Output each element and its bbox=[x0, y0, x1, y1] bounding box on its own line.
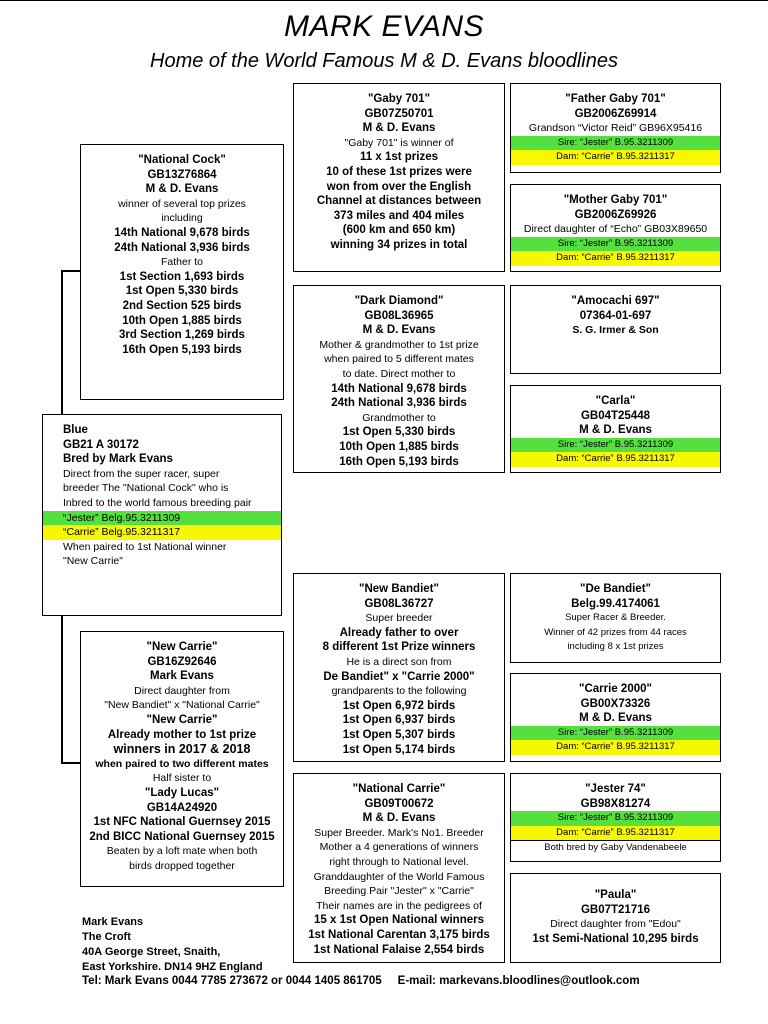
national-cock-title: "National Cock" bbox=[138, 154, 226, 166]
dam-highlight: Dam: “Carrie” B.95.3211317 bbox=[511, 452, 720, 467]
de-bandiet-line: Winner of 42 prizes from 44 races bbox=[544, 626, 687, 638]
blue-line: "New Carrie" bbox=[63, 555, 123, 568]
gaby-bold: won from over the English bbox=[326, 180, 472, 193]
national-cock-breeder: M & D. Evans bbox=[145, 183, 219, 196]
address-line: East Yorkshire. DN14 9HZ England bbox=[82, 961, 263, 973]
dark-diamond-breeder: M & D. Evans bbox=[362, 324, 436, 337]
dark-diamond-result: 16th Open 5,193 birds bbox=[339, 455, 459, 468]
footer-contact bbox=[82, 974, 640, 989]
dark-diamond-grand: Grandmother to bbox=[362, 411, 436, 424]
new-bandiet-result: 1st Open 6,972 birds bbox=[342, 699, 456, 712]
national-cock-ring: GB13Z76864 bbox=[147, 168, 217, 181]
blue-line: breeder The "National Cock" who is bbox=[63, 482, 229, 495]
national-carrie-line: Breeding Pair "Jester" x "Carrie" bbox=[324, 885, 474, 898]
jester-74-ring: GB98X81274 bbox=[580, 797, 651, 810]
national-carrie-line: Their names are in the pedigrees of bbox=[316, 899, 482, 912]
father-gaby-ring: GB2006Z69914 bbox=[574, 107, 657, 120]
new-carrie-sister-ring: GB14A24920 bbox=[146, 801, 218, 814]
address-line: The Croft bbox=[82, 931, 131, 943]
national-cock-result: 16th Open 5,193 birds bbox=[122, 343, 242, 356]
de-bandiet-line: Super Racer & Breeder. bbox=[565, 612, 666, 624]
sire-highlight: Sire: “Jester” B.95.3211309 bbox=[511, 811, 720, 826]
box-amocachi bbox=[510, 285, 721, 374]
paula-title: "Paula" bbox=[594, 889, 637, 901]
new-bandiet-bold: Already father to over bbox=[339, 626, 459, 639]
de-bandiet-line: including 8 x 1st prizes bbox=[567, 641, 664, 653]
mother-gaby-ring: GB2006Z69926 bbox=[574, 208, 657, 221]
dark-diamond-result: 10th Open 1,885 birds bbox=[339, 440, 459, 453]
national-cock-line: winner of several top prizes bbox=[118, 197, 246, 210]
blue-title: Blue bbox=[63, 424, 88, 436]
national-carrie-ring: GB09T00672 bbox=[364, 797, 434, 810]
new-bandiet-line: grandparents to the following bbox=[331, 685, 467, 698]
gaby-bold: Channel at distances between bbox=[316, 195, 482, 208]
gaby-ring: GB07Z50701 bbox=[364, 107, 434, 120]
carrie-2000-title: "Carrie 2000" bbox=[579, 683, 652, 695]
father-gaby-line: Grandson “Victor Reid” GB96X95416 bbox=[528, 122, 703, 135]
amocachi-title: "Amocachi 697" bbox=[571, 295, 660, 307]
new-carrie-bold: when paired to two different mates bbox=[95, 757, 269, 770]
box-de-bandiet bbox=[510, 573, 721, 663]
page-subtitle: Home of the World Famous M & D. Evans bloodlines bbox=[150, 50, 618, 72]
footer-email[interactable]: E-mail: markevans.bloodlines@outlook.com bbox=[397, 975, 640, 987]
national-cock-father: Father to bbox=[160, 256, 204, 269]
footer-tel: Tel: Mark Evans 0044 7785 273672 or 0044 1405 861705 bbox=[82, 975, 382, 987]
paula-ring: GB07T21716 bbox=[580, 903, 651, 916]
new-carrie-title: "New Carrie" bbox=[146, 641, 218, 653]
carrie-2000-ring: GB00X73326 bbox=[580, 697, 651, 710]
paula-result: 1st Semi-National 10,295 birds bbox=[532, 932, 699, 945]
gaby-line: "Gaby 701" is winner of bbox=[344, 136, 454, 149]
dam-highlight: Dam: “Carrie” B.95.3211317 bbox=[511, 740, 720, 755]
new-carrie-breeder: Mark Evans bbox=[150, 670, 214, 683]
dam-highlight: Dam: “Carrie” B.95.3211317 bbox=[511, 150, 720, 165]
box-blue bbox=[42, 414, 282, 616]
amocachi-ring: 07364-01-697 bbox=[579, 309, 652, 322]
national-carrie-result: 1st National Carentan 3,175 birds bbox=[308, 928, 490, 941]
mother-gaby-title: "Mother Gaby 701" bbox=[563, 194, 668, 206]
connector-to-new-carrie bbox=[61, 762, 80, 764]
new-carrie-title2: "New Carrie" bbox=[146, 713, 218, 726]
new-carrie-line: Beaten by a loft mate when both bbox=[106, 845, 258, 858]
amocachi-breeder: S. G. Irmer & Son bbox=[572, 324, 659, 337]
dark-diamond-ring: GB08L36965 bbox=[364, 309, 434, 322]
box-new-bandiet bbox=[293, 573, 505, 762]
dark-diamond-title: "Dark Diamond" bbox=[354, 295, 444, 307]
blue-ring: GB21 A 30172 bbox=[63, 438, 139, 451]
page-title: MARK EVANS bbox=[283, 10, 485, 43]
national-carrie-result: 1st National Falaise 2,554 birds bbox=[313, 943, 485, 956]
new-carrie-line: "New Bandiet" x "National Carrie" bbox=[104, 699, 260, 712]
new-carrie-ring: GB16Z92646 bbox=[147, 655, 217, 668]
gaby-bold: 10 of these 1st prizes were bbox=[326, 165, 472, 178]
connector-cock-top bbox=[61, 270, 63, 415]
national-cock-result: 24th National 3,936 birds bbox=[114, 241, 250, 254]
blue-line: When paired to 1st National winner bbox=[63, 540, 227, 553]
footer-address bbox=[82, 915, 263, 975]
jester-74-title: "Jester 74" bbox=[585, 783, 646, 795]
new-bandiet-bold: 8 different 1st Prize winners bbox=[322, 641, 476, 654]
new-carrie-line: birds dropped together bbox=[129, 859, 235, 872]
new-bandiet-ring: GB08L36727 bbox=[364, 597, 434, 610]
new-carrie-line: Direct daughter from bbox=[134, 684, 230, 697]
de-bandiet-title: "De Bandiet" bbox=[580, 583, 651, 595]
dark-diamond-result: 24th National 3,936 birds bbox=[331, 397, 467, 410]
blue-jester-highlight: “Jester” Belg.95.3211309 bbox=[43, 511, 281, 526]
new-carrie-half: Half sister to bbox=[152, 772, 212, 785]
national-cock-result: 3rd Section 1,269 birds bbox=[119, 329, 245, 342]
paula-line: Direct daughter from "Edou" bbox=[550, 918, 681, 931]
national-carrie-line: Mother a 4 generations of winners bbox=[319, 841, 479, 854]
national-carrie-breeder: M & D. Evans bbox=[362, 812, 436, 825]
new-bandiet-bold: De Bandiet" x "Carrie 2000" bbox=[323, 670, 475, 683]
sire-highlight: Sire: “Jester” B.95.3211309 bbox=[511, 136, 720, 151]
dark-diamond-result: 14th National 9,678 birds bbox=[331, 382, 467, 395]
new-bandiet-line: He is a direct son from bbox=[346, 655, 452, 668]
national-cock-result: 1st Open 5,330 birds bbox=[125, 285, 239, 298]
new-carrie-result: 2nd BICC National Guernsey 2015 bbox=[89, 830, 275, 843]
new-bandiet-result: 1st Open 5,174 birds bbox=[342, 743, 456, 756]
dam-highlight: Dam: “Carrie” B.95.3211317 bbox=[511, 826, 720, 841]
new-bandiet-title: "New Bandiet" bbox=[359, 583, 439, 595]
blue-carrie-highlight: “Carrie” Belg.95.3211317 bbox=[43, 525, 281, 540]
new-carrie-sister: "Lady Lucas" bbox=[144, 786, 220, 799]
top-rule bbox=[0, 0, 768, 1]
box-carrie-2000 bbox=[510, 673, 721, 762]
box-national-carrie bbox=[293, 773, 505, 963]
dam-highlight: Dam: “Carrie” B.95.3211317 bbox=[511, 251, 720, 266]
new-carrie-result: 1st NFC National Guernsey 2015 bbox=[93, 816, 271, 829]
national-carrie-line: right through to National level. bbox=[329, 855, 469, 868]
dark-diamond-line: when paired to 5 different mates bbox=[324, 353, 474, 366]
connector-dam-lower bbox=[61, 615, 63, 763]
carla-title: "Carla" bbox=[595, 395, 636, 407]
new-carrie-bold: Already mother to 1st prize bbox=[107, 728, 257, 741]
box-mother-gaby bbox=[510, 184, 721, 272]
national-cock-line: including bbox=[161, 212, 203, 225]
gaby-title: "Gaby 701" bbox=[367, 93, 431, 105]
blue-line: Inbred to the world famous breeding pair bbox=[63, 496, 252, 509]
gaby-bold: 373 miles and 404 miles bbox=[333, 209, 465, 222]
gaby-breeder: M & D. Evans bbox=[362, 122, 436, 135]
box-jester-74 bbox=[510, 773, 721, 862]
box-carla bbox=[510, 385, 721, 473]
national-carrie-line: Super Breeder. Mark's No1. Breeder bbox=[314, 826, 484, 839]
connector-to-national-cock bbox=[61, 270, 80, 272]
box-new-carrie bbox=[80, 631, 284, 887]
father-gaby-title: "Father Gaby 701" bbox=[565, 93, 666, 105]
carla-ring: GB04T25448 bbox=[580, 409, 651, 422]
sire-highlight: Sire: “Jester” B.95.3211309 bbox=[511, 237, 720, 252]
blue-breeder: Bred by Mark Evans bbox=[63, 453, 173, 466]
jester-74-line: Both bred by Gaby Vandenabeele bbox=[511, 840, 720, 856]
box-national-cock bbox=[80, 144, 284, 400]
gaby-bold: winning 34 prizes in total bbox=[330, 238, 468, 251]
national-cock-result: 2nd Section 525 birds bbox=[122, 299, 242, 312]
carla-breeder: M & D. Evans bbox=[579, 424, 652, 437]
national-carrie-line: Granddaughter of the World Famous bbox=[313, 870, 485, 883]
sire-highlight: Sire: “Jester” B.95.3211309 bbox=[511, 438, 720, 453]
dark-diamond-result: 1st Open 5,330 birds bbox=[342, 426, 456, 439]
dark-diamond-line: Mother & grandmother to 1st prize bbox=[319, 338, 479, 351]
carrie-2000-breeder: M & D. Evans bbox=[579, 712, 652, 725]
new-carrie-bold: winners in 2017 & 2018 bbox=[113, 742, 251, 757]
national-cock-result: 1st Section 1,693 birds bbox=[119, 270, 245, 283]
new-bandiet-result: 1st Open 6,937 birds bbox=[342, 714, 456, 727]
box-gaby-701 bbox=[293, 83, 505, 272]
de-bandiet-ring: Belg.99.4174061 bbox=[571, 597, 660, 610]
national-cock-result: 14th National 9,678 birds bbox=[114, 226, 250, 239]
gaby-bold: 11 x 1st prizes bbox=[360, 151, 438, 164]
gaby-bold: (600 km and 650 km) bbox=[342, 224, 456, 237]
address-line: Mark Evans bbox=[82, 916, 144, 928]
new-bandiet-line: Super breeder bbox=[365, 612, 433, 625]
dark-diamond-line: to date. Direct mother to bbox=[342, 367, 456, 380]
sire-highlight: Sire: “Jester” B.95.3211309 bbox=[511, 726, 720, 741]
box-father-gaby bbox=[510, 83, 721, 173]
national-cock-result: 10th Open 1,885 birds bbox=[122, 314, 242, 327]
mother-gaby-line: Direct daughter of “Echo” GB03X89650 bbox=[523, 223, 708, 236]
new-bandiet-result: 1st Open 5,307 birds bbox=[342, 728, 456, 741]
blue-line: Direct from the super racer, super bbox=[63, 467, 220, 480]
national-carrie-title: "National Carrie" bbox=[352, 783, 446, 795]
national-carrie-result: 15 x 1st Open National winners bbox=[314, 914, 484, 927]
box-paula bbox=[510, 873, 721, 963]
box-dark-diamond bbox=[293, 285, 505, 473]
address-line: 40A George Street, Snaith, bbox=[82, 946, 221, 958]
